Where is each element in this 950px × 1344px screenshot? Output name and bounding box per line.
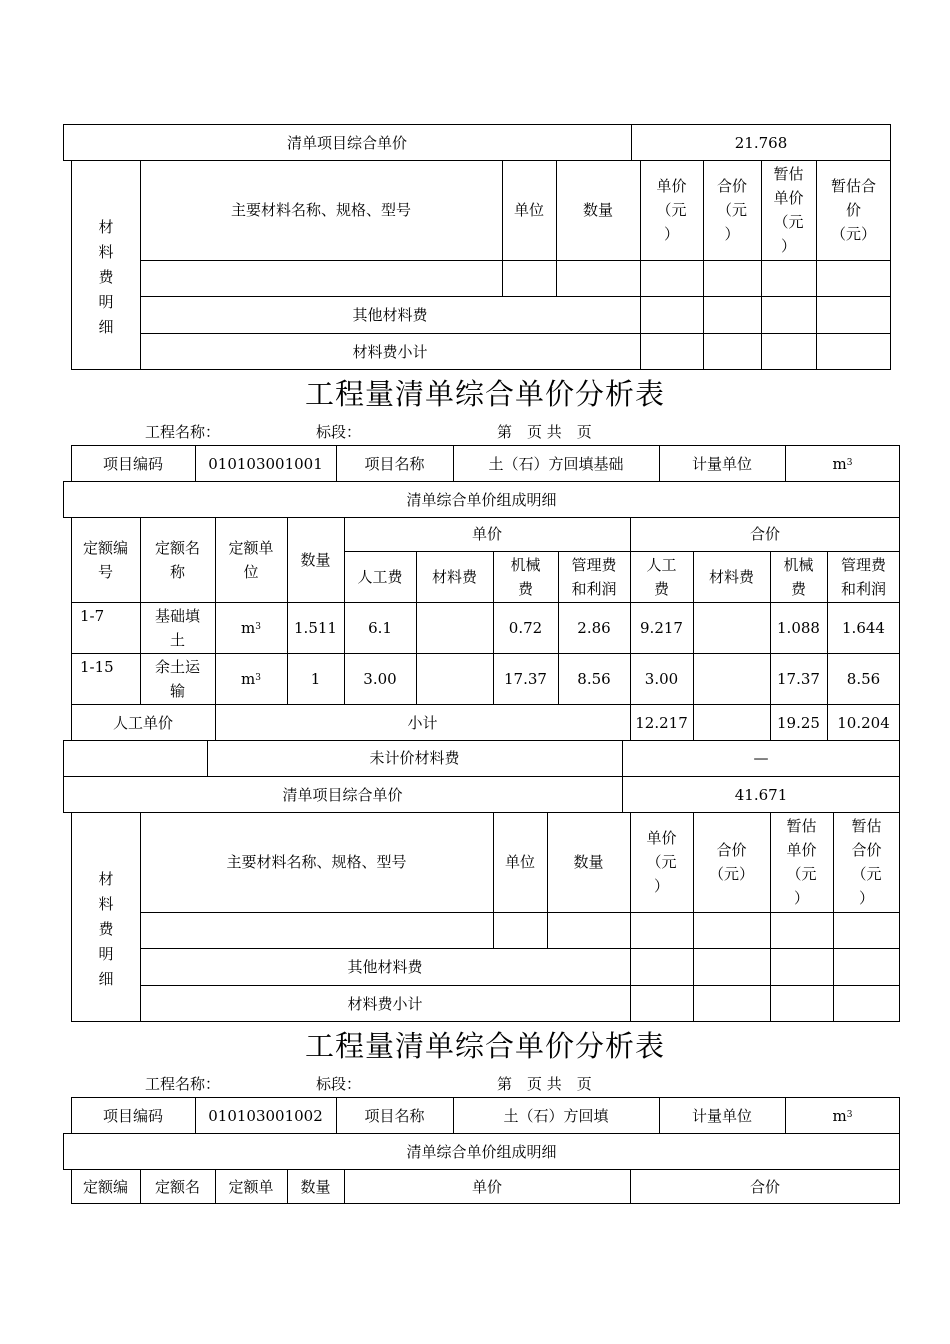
subtotal-mgmt: 10.204 <box>837 713 890 732</box>
page-label: 第 页 共 页 <box>497 1075 592 1093</box>
mgmt-total: 1.644 <box>842 618 885 637</box>
qty-header: 数量 <box>582 201 613 219</box>
section-label: 标段： <box>316 423 362 441</box>
quota-no: 1-7 <box>80 607 105 625</box>
other-material-label: 其他材料费 <box>347 957 423 976</box>
name-value: 土（石）方回填基础 <box>488 454 624 473</box>
machine-header: 机械 费 <box>510 555 541 598</box>
table-title: 工程量清单综合单价分析表 <box>305 377 666 411</box>
mat-name-header: 主要材料名称、规格、型号 <box>226 853 407 871</box>
quota-no-header: 定额编 号 <box>82 538 128 581</box>
total-price-header: 合价 （元） <box>708 841 754 883</box>
unit-header: 单位 <box>513 201 544 219</box>
quota-unit-header: 定额单 位 <box>228 538 274 581</box>
qty-header: 数量 <box>300 550 331 569</box>
machine: 17.37 <box>504 669 547 688</box>
labor: 3.00 <box>363 669 397 688</box>
quota-unit: m 3 <box>241 618 261 637</box>
unit-value: m 3 <box>832 454 853 473</box>
est-total-price-header: 暂估 合价 （元 ） <box>851 817 882 907</box>
project-name-label: 工程名称： <box>145 423 221 441</box>
material-header: 材料费 <box>431 567 477 586</box>
material-subtotal-label: 材料费小计 <box>352 342 428 361</box>
material-total <box>693 602 770 653</box>
code-label: 项目编码 <box>102 454 163 473</box>
table-title: 工程量清单综合单价分析表 <box>305 1029 666 1063</box>
name-label: 项目名称 <box>364 1106 425 1125</box>
total-value: 21.768 <box>734 133 788 152</box>
material-total-header: 材料费 <box>708 567 754 586</box>
labor-unit-price-label: 人工单价 <box>112 713 173 732</box>
quota-unit-header: 定额单 <box>228 1177 274 1196</box>
mgmt: 8.56 <box>577 669 611 688</box>
mat-name-header: 主要材料名称、规格、型号 <box>230 201 411 219</box>
qty-header: 数量 <box>300 1177 331 1196</box>
code-label: 项目编码 <box>102 1106 163 1125</box>
total-label: 清单项目综合单价 <box>286 133 407 152</box>
material-total <box>693 653 770 704</box>
material-vertical-label: 材 料 费 明 细 <box>98 870 114 988</box>
quota-no: 1-15 <box>80 658 114 676</box>
unpriced-label: 未计价材料费 <box>369 749 460 767</box>
section-label: 标段： <box>316 1075 362 1093</box>
labor-total: 3.00 <box>644 669 679 688</box>
unit-value: m 3 <box>832 1106 853 1125</box>
mgmt: 2.86 <box>577 618 611 637</box>
est-unit-price-header: 暂估 单价 （元 ） <box>786 817 817 907</box>
material <box>416 653 493 704</box>
est-unit-price-header: 暂估 单价 （元 ） <box>773 165 804 255</box>
subtotal-labor: 12.217 <box>635 713 688 732</box>
other-material-label: 其他材料费 <box>352 305 428 324</box>
total-label: 清单项目综合单价 <box>282 785 403 804</box>
subtotal-material <box>693 704 770 741</box>
unit-price-group-header: 单价 <box>471 1177 502 1196</box>
machine: 0.72 <box>508 618 543 637</box>
unit-label: 计量单位 <box>691 1106 752 1125</box>
subtotal-machine: 19.25 <box>777 713 820 732</box>
unpriced-value: — <box>753 749 769 767</box>
total-price-group-header: 合价 <box>749 525 780 543</box>
labor-total-header: 人工 费 <box>646 555 677 598</box>
detail-header: 清单综合单价组成明细 <box>406 490 557 509</box>
unit-price-header: 单价 （元 ） <box>646 829 677 895</box>
machine-total-header: 机械 费 <box>783 555 814 598</box>
code-value: 010103001001 <box>208 454 323 473</box>
quota-name-header: 定额名 称 <box>154 538 200 581</box>
machine-total: 1.088 <box>777 618 820 637</box>
detail-header: 清单综合单价组成明细 <box>406 1142 557 1161</box>
page-label: 第 页 共 页 <box>497 423 592 441</box>
qty: 1 <box>310 669 321 688</box>
unit-price-group-header: 单价 <box>471 525 502 543</box>
unit-price-header: 单价 （元 ） <box>656 177 687 243</box>
unit-header: 单位 <box>504 853 535 871</box>
unit-label: 计量单位 <box>691 454 752 473</box>
labor-total: 9.217 <box>640 618 683 637</box>
mgmt-header: 管理费 和利润 <box>571 555 617 598</box>
quota-no-header: 定额编 <box>82 1177 128 1196</box>
total-price-header: 合价 （元 ） <box>716 177 747 243</box>
quota-unit: m 3 <box>241 669 261 688</box>
material-subtotal-label: 材料费小计 <box>347 994 423 1013</box>
subtotal-label: 小计 <box>407 713 438 732</box>
quota-name: 余土运 输 <box>154 657 200 700</box>
name-label: 项目名称 <box>364 454 425 473</box>
labor-header: 人工费 <box>357 567 403 586</box>
mgmt-total: 8.56 <box>846 669 881 688</box>
total-value: 41.671 <box>734 785 788 804</box>
mgmt-total-header: 管理费 和利润 <box>840 555 886 598</box>
material <box>416 602 493 653</box>
material-vertical-label: 材 料 费 明 细 <box>98 218 114 336</box>
code-value: 010103001002 <box>208 1106 323 1125</box>
qty: 1.511 <box>294 618 337 637</box>
machine-total: 17.37 <box>777 669 820 688</box>
est-total-price-header: 暂估合 价 （元） <box>830 177 876 243</box>
labor: 6.1 <box>368 618 392 637</box>
total-price-group-header: 合价 <box>749 1177 780 1196</box>
qty-header: 数量 <box>573 853 604 871</box>
project-name-label: 工程名称： <box>145 1075 221 1093</box>
name-value: 土（石）方回填 <box>503 1106 609 1125</box>
quota-name: 基础填 土 <box>154 606 200 649</box>
quota-name-header: 定额名 <box>154 1177 200 1196</box>
